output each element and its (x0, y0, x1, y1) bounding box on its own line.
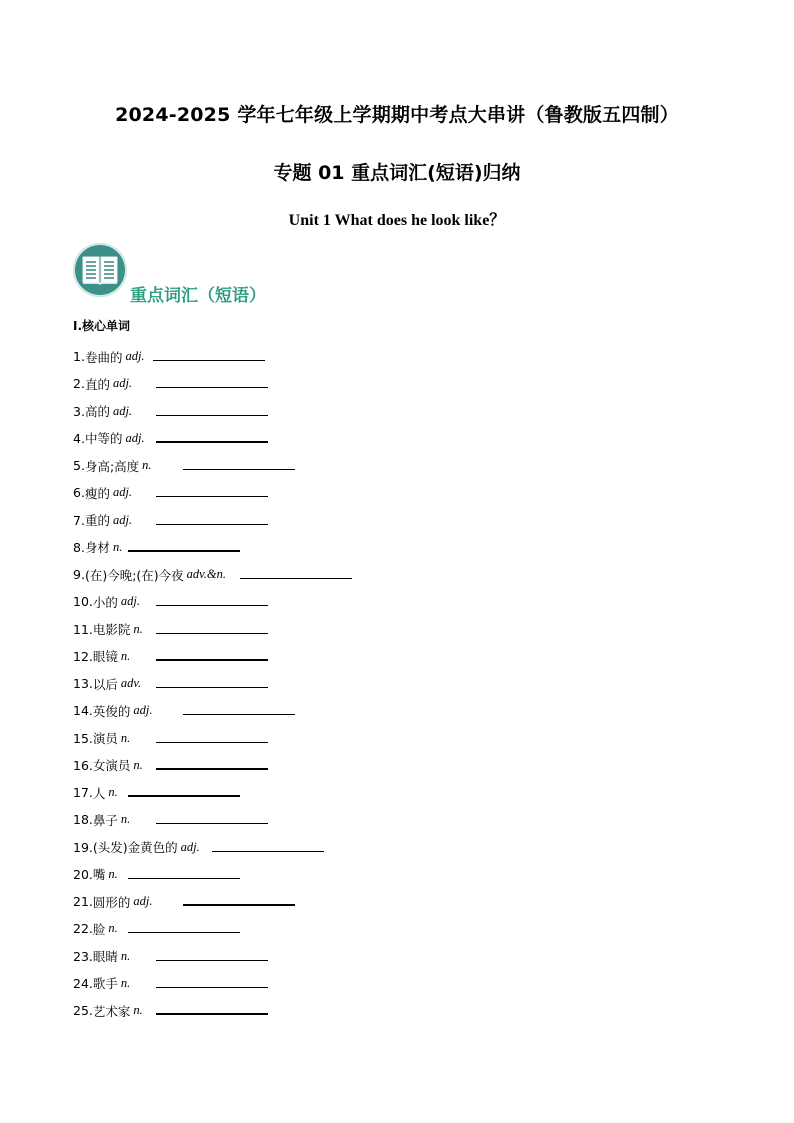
item-part-of-speech: adj. (112, 403, 133, 418)
answer-blank[interactable] (153, 360, 265, 361)
item-number: 20. (73, 866, 93, 882)
item-part-of-speech: adj. (125, 430, 145, 445)
answer-blank[interactable] (156, 415, 268, 416)
answer-blank[interactable] (128, 932, 240, 933)
answer-blank[interactable] (156, 687, 268, 688)
part-label: I.核心单词 (73, 319, 131, 333)
item-part-of-speech: adj. (112, 376, 133, 391)
answer-blank[interactable] (156, 1013, 268, 1015)
item-part-of-speech: n. (120, 812, 131, 827)
item-chinese: 鼻子 (92, 812, 118, 828)
item-part-of-speech: n. (133, 1003, 143, 1018)
item-chinese: 中等的 (84, 431, 123, 447)
item-chinese: (头发)金黄色的 (92, 840, 178, 856)
vocab-item (73, 779, 226, 806)
item-chinese: 直的 (84, 376, 110, 392)
vocab-item (73, 997, 226, 1024)
item-chinese: 身高;高度 (84, 458, 140, 474)
item-part-of-speech: n. (112, 539, 123, 554)
item-chinese: 演员 (92, 731, 118, 747)
vocab-item (73, 670, 226, 697)
item-chinese: 人 (92, 785, 106, 801)
item-part-of-speech: adj. (133, 703, 153, 718)
item-part-of-speech: adj. (180, 839, 200, 854)
item-chinese: 小的 (92, 594, 118, 610)
item-number: 4. (73, 430, 85, 446)
item-part-of-speech: adj. (120, 594, 141, 609)
item-number: 19. (73, 839, 93, 855)
vocab-item (73, 970, 226, 997)
item-chinese: 卷曲的 (84, 349, 123, 365)
item-chinese: 重的 (84, 513, 110, 529)
answer-blank[interactable] (128, 550, 240, 552)
item-part-of-speech: n. (120, 730, 131, 745)
vocab-item (73, 398, 226, 425)
answer-blank[interactable] (156, 659, 268, 661)
item-number: 22. (73, 921, 93, 937)
item-part-of-speech: adv.&n. (186, 567, 226, 582)
item-number: 11. (73, 621, 93, 637)
answer-blank[interactable] (128, 878, 240, 879)
item-number: 10. (73, 594, 93, 610)
item-number: 6. (73, 485, 85, 501)
vocab-item (73, 888, 226, 915)
answer-blank[interactable] (156, 387, 268, 388)
vocab-item (73, 479, 226, 506)
vocab-item (73, 861, 226, 888)
open-book-icon (73, 243, 127, 297)
answer-blank[interactable] (128, 795, 240, 797)
item-chinese: 圆形的 (92, 894, 131, 910)
vocab-item (73, 507, 226, 534)
item-part-of-speech: n. (108, 921, 118, 936)
answer-blank[interactable] (183, 904, 295, 906)
item-part-of-speech: adv. (120, 676, 142, 691)
vocab-item (73, 806, 226, 833)
item-number: 18. (73, 812, 93, 828)
item-chinese: 瘦的 (84, 485, 110, 501)
answer-blank[interactable] (156, 987, 268, 988)
item-number: 9. (73, 567, 85, 583)
item-number: 1. (73, 349, 85, 365)
vocab-item (73, 425, 226, 452)
vocab-item (73, 697, 226, 724)
vocab-item (73, 643, 226, 670)
item-part-of-speech: adj. (112, 485, 133, 500)
item-number: 14. (73, 703, 93, 719)
item-part-of-speech: n. (108, 866, 118, 881)
item-number: 17. (73, 785, 93, 801)
item-part-of-speech: n. (108, 785, 118, 800)
vocab-item (73, 725, 226, 752)
vocab-item (73, 561, 226, 588)
vocab-item (73, 834, 226, 861)
answer-blank[interactable] (156, 823, 268, 824)
answer-blank[interactable] (156, 496, 268, 497)
answer-blank[interactable] (183, 469, 295, 470)
vocab-item (73, 752, 226, 779)
vocab-item (73, 343, 226, 370)
answer-blank[interactable] (183, 714, 295, 715)
answer-blank[interactable] (156, 742, 268, 743)
answer-blank[interactable] (156, 633, 268, 634)
item-number: 21. (73, 894, 93, 910)
vocab-item (73, 943, 226, 970)
item-chinese: 艺术家 (92, 1003, 131, 1019)
item-number: 3. (73, 403, 85, 419)
vocab-item (73, 370, 226, 397)
answer-blank[interactable] (156, 441, 268, 443)
item-part-of-speech: n. (133, 621, 143, 636)
vocab-item (73, 452, 226, 479)
item-part-of-speech: adj. (112, 512, 133, 527)
item-number: 16. (73, 757, 93, 773)
page-subtitle: 专题 01 重点词汇(短语)归纳 (273, 162, 521, 184)
answer-blank[interactable] (156, 768, 268, 770)
answer-blank[interactable] (156, 605, 268, 606)
page-title: 2024-2025 学年七年级上学期期中考点大串讲（鲁教版五四制） (115, 104, 679, 126)
item-chinese: 身材 (84, 540, 110, 556)
item-number: 7. (73, 512, 85, 528)
item-part-of-speech: n. (120, 648, 131, 663)
item-number: 23. (73, 948, 93, 964)
vocab-item (73, 616, 226, 643)
unit-heading: Unit 1 What does he look like？ (288, 212, 506, 229)
vocab-item (73, 588, 226, 615)
item-chinese: 高的 (84, 404, 110, 420)
vocab-list (73, 343, 226, 1024)
answer-blank[interactable] (156, 524, 268, 525)
item-number: 25. (73, 1003, 93, 1019)
section-title: 重点词汇（短语） (130, 286, 266, 306)
item-number: 2. (73, 376, 85, 392)
item-part-of-speech: n. (133, 757, 143, 772)
item-number: 15. (73, 730, 93, 746)
item-part-of-speech: adj. (133, 894, 153, 909)
item-chinese: 以后 (92, 676, 118, 692)
item-chinese: 嘴 (92, 867, 106, 883)
answer-blank[interactable] (212, 851, 324, 852)
vocab-item (73, 915, 226, 942)
vocab-item (73, 534, 226, 561)
item-chinese: 歌手 (92, 976, 118, 992)
item-chinese: 女演员 (92, 758, 131, 774)
item-number: 5. (73, 458, 85, 474)
item-chinese: 英俊的 (92, 703, 131, 719)
item-part-of-speech: n. (142, 458, 152, 473)
item-number: 8. (73, 539, 85, 555)
item-chinese: 电影院 (92, 622, 131, 638)
answer-blank[interactable] (156, 960, 268, 961)
item-part-of-speech: n. (120, 975, 131, 990)
item-number: 13. (73, 676, 93, 692)
item-part-of-speech: adj. (125, 349, 145, 364)
item-chinese: 脸 (92, 921, 106, 937)
answer-blank[interactable] (240, 578, 352, 579)
item-part-of-speech: n. (120, 948, 131, 963)
item-number: 24. (73, 975, 93, 991)
item-number: 12. (73, 648, 93, 664)
item-chinese: 眼镜 (92, 649, 118, 665)
item-chinese: (在)今晚;(在)今夜 (84, 567, 184, 583)
item-chinese: 眼睛 (92, 949, 118, 965)
